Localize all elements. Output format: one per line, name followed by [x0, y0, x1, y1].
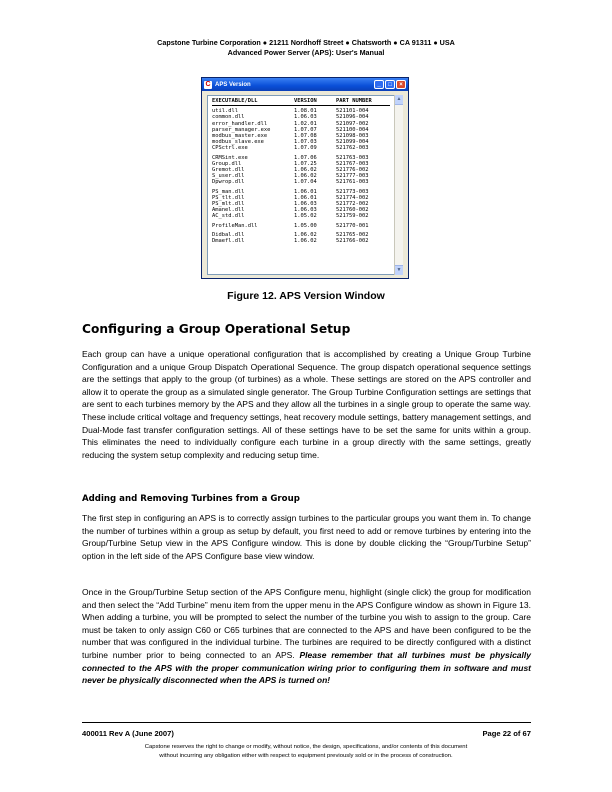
- column-header-version: VERSION: [294, 98, 317, 104]
- version-row: [212, 213, 390, 219]
- part-number: 521767-003: [336, 160, 369, 167]
- header-company-line: Capstone Turbine Corporation ● 21211 Nordhoff Street ● Chatsworth ● CA 91311 ● USA: [157, 38, 455, 47]
- window-titlebar[interactable]: [202, 78, 408, 91]
- figure-caption: Figure 12. APS Version Window: [227, 290, 385, 302]
- scroll-up-arrow-icon[interactable]: ▲: [395, 95, 403, 105]
- version-number: 1.05.00: [294, 222, 317, 229]
- close-button[interactable]: ×: [396, 80, 406, 89]
- paragraph-group-configuration: Each group can have a unique operational configuration that is accomplished by creating a Unique Group Turbine Configuration and a unique Group Dispatch Operational Sequence. The group dispatch operational sequence settings are the settings that apply to the group (of turbines) as a whole. These settings are stored on the APS controller and allow it to operate the group as a simulated single generator. The Group Turbine Configuration settings are settings that are sent to each turbines memory by the APS and they allow all the turbines in a single group to operate the same way. These include critical voltage and frequency settings, heat recovery module settings, battery management settings, and Dual-Mode fast transfer configuration settings. All of these settings have to be set the same for units within a group. This eliminates the need to individually configure each turbine in a group directly with the same settings, greatly reducing the system setup complexity and reducing setup time.: [82, 349, 531, 460]
- version-row: [212, 179, 390, 185]
- subsection-title: Adding and Removing Turbines from a Group: [82, 494, 300, 504]
- part-number: 521101-004: [336, 108, 369, 115]
- scroll-down-arrow-icon[interactable]: ▼: [396, 267, 402, 273]
- version-number: 1.07.25: [294, 160, 317, 167]
- executable-name: Group.dll: [212, 160, 242, 167]
- executable-name: Dpwrop.dll: [212, 179, 245, 186]
- version-list: [207, 95, 395, 275]
- executable-name: PS_mlt.dll: [212, 201, 245, 208]
- page-number: Page 22 of 67: [482, 729, 531, 738]
- part-number: 521099-004: [336, 139, 369, 146]
- version-table-header: [212, 98, 390, 104]
- executable-name: modbus_master.exe: [212, 133, 268, 140]
- footer-divider: [82, 722, 531, 723]
- paragraph-add-turbine: [82, 586, 531, 687]
- part-number: 521765-002: [336, 231, 369, 238]
- version-number: 1.08.01: [294, 108, 317, 115]
- version-number: 1.06.02: [294, 167, 317, 174]
- part-number: 521761-003: [336, 179, 369, 186]
- part-number: 521777-003: [336, 173, 369, 180]
- column-header-executable: EXECUTABLE/DLL: [212, 98, 258, 104]
- version-number: 1.06.02: [294, 238, 317, 245]
- aps-version-window: [201, 77, 409, 279]
- version-number: 1.06.02: [294, 231, 317, 238]
- paragraph-add-turbine-text: Once in the Group/Turbine Setup section of the APS Configure menu, highlight (single click) the group for modification and then select the “Add Turbine” menu item from the upper menu in the APS Configure window as shown in Figure 13. When adding a turbine, you will be prompted to select the number of the turbine you wish to assign to the group. Care must be taken to only assign C60 or C65 turbines that are connected to the APS and have been configured to be the number that was configured in the individual turbine. The turbines are required to be directly configured with a distinct turbine number prior to being connected to an APS.: [82, 587, 531, 660]
- version-number: 1.07.08: [294, 133, 317, 140]
- version-number: 1.02.01: [294, 120, 317, 127]
- part-number: 521760-002: [336, 207, 369, 214]
- executable-name: common.dll: [212, 114, 245, 121]
- app-icon: C: [205, 80, 211, 88]
- version-row: [212, 145, 390, 151]
- version-number: 1.07.07: [294, 126, 317, 133]
- disclaimer-line-1: Capstone reserves the right to change or modify, without notice, the design, specifications, and/or contents of this document: [144, 744, 468, 750]
- executable-name: Dmaefl.dll: [212, 238, 245, 245]
- executable-name: PS_tlt.dll: [212, 194, 245, 201]
- part-number: 521774-002: [336, 194, 369, 201]
- version-number: 1.07.06: [294, 154, 317, 161]
- minimize-button[interactable]: _: [374, 80, 384, 89]
- part-number: 521763-003: [336, 154, 369, 161]
- part-number: 521100-004: [336, 126, 369, 133]
- disclaimer-line-2: without incurring any obligation either with respect to equipment previously sold or in the process of construction.: [159, 753, 453, 759]
- version-row: [212, 238, 390, 244]
- version-number: 1.06.02: [294, 173, 317, 180]
- paragraph-first-step: The first step in configuring an APS is to correctly assign turbines to the particular groups you want them in. To change the number of turbines within a group as setup by default, you first need to add or remove turbines by entering into the Group/Turbine Setup view in the APS Configure window. This is done by double clicking the “Group/Turbine Setup” option in the left side of the APS Configure base view window.: [82, 513, 531, 561]
- executable-name: CPSctrl.exe: [212, 145, 248, 152]
- section-title: Configuring a Group Operational Setup: [82, 322, 351, 336]
- warning-text: Please remember that all turbines must be physically connected to the APS with the proper communication wiring prior to configuring them in software and must never be physically disconnected when the APS is turned on!: [82, 649, 531, 686]
- executable-name: parser_manager.exe: [212, 126, 271, 133]
- maximize-button[interactable]: □: [385, 80, 395, 89]
- executable-name: Didbal.dll: [212, 231, 245, 238]
- version-number: 1.06.01: [294, 194, 317, 201]
- part-number: 521096-004: [336, 114, 369, 121]
- version-number: 1.06.03: [294, 201, 317, 208]
- version-number: 1.05.02: [294, 213, 317, 220]
- version-number: 1.06.03: [294, 114, 317, 121]
- part-number: 521770-001: [336, 222, 369, 229]
- document-revision: 400011 Rev A (June 2007): [82, 729, 174, 738]
- header-manual-title: Advanced Power Server (APS): User's Manual: [227, 48, 385, 57]
- part-number: 521762-003: [336, 145, 369, 152]
- executable-name: AC_std.dll: [212, 213, 245, 220]
- part-number: 521772-002: [336, 201, 369, 208]
- version-number: 1.07.03: [294, 139, 317, 146]
- part-number: 521773-003: [336, 188, 369, 195]
- executable-name: PS_man.dll: [212, 188, 245, 195]
- version-number: 1.07.09: [294, 145, 317, 152]
- part-number: 521759-002: [336, 213, 369, 220]
- part-number: 521097-002: [336, 120, 369, 127]
- column-header-part-number: PART NUMBER: [336, 98, 372, 104]
- executable-name: error_handler.dll: [212, 120, 268, 127]
- window-title: APS Version: [215, 81, 251, 88]
- version-number: 1.06.01: [294, 188, 317, 195]
- vertical-scrollbar[interactable]: [394, 95, 403, 275]
- version-number: 1.07.04: [294, 179, 317, 186]
- executable-name: modbus_slave.exe: [212, 139, 264, 146]
- part-number: 521766-002: [336, 238, 369, 245]
- header-divider: [212, 105, 390, 106]
- part-number: 521776-002: [336, 167, 369, 174]
- executable-name: ProfileMan.dll: [212, 222, 258, 229]
- version-number: 1.06.03: [294, 207, 317, 214]
- executable-name: Gremot.dll: [212, 167, 245, 174]
- version-row: [212, 223, 390, 229]
- executable-name: util.dll: [212, 108, 238, 115]
- part-number: 521098-003: [336, 133, 369, 140]
- executable-name: Amanel.dll: [212, 207, 245, 214]
- executable-name: CRMSint.exe: [212, 154, 248, 161]
- executable-name: S_user.dll: [212, 173, 245, 180]
- page-header: [0, 38, 612, 58]
- footer-disclaimer: [0, 743, 612, 761]
